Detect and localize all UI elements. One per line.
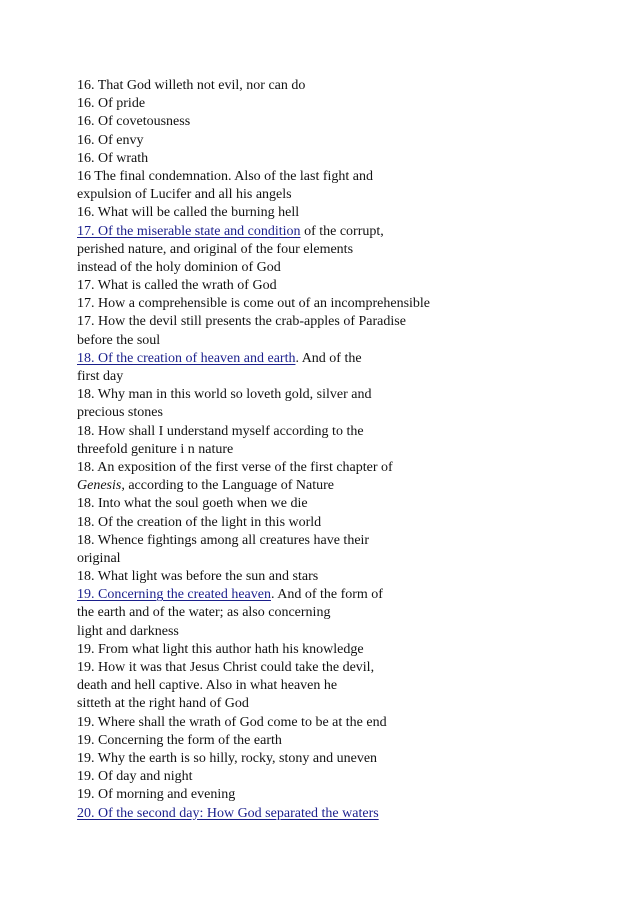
toc-page xyxy=(77,77,617,823)
toc-line: 18. An exposition of the first verse of the first chapter of xyxy=(77,459,393,475)
toc-line: 17. How the devil still presents the crab-apples of Paradise xyxy=(77,314,406,330)
toc-line: 18. Of the creation of heaven and earth. And of the xyxy=(77,350,362,366)
toc-line: 16. Of wrath xyxy=(77,150,149,166)
toc-line: before the soul xyxy=(77,332,161,348)
toc-line: 18. Why man in this world so loveth gold, silver and xyxy=(77,387,372,403)
toc-line: 16. Of envy xyxy=(77,132,144,148)
chapter-20-link[interactable]: 20. Of the second day: How God separated the waters xyxy=(77,805,379,821)
toc-line: light and darkness xyxy=(77,623,179,639)
toc-line: 16. What will be called the burning hell xyxy=(77,205,300,221)
toc-line xyxy=(77,805,617,823)
toc-line: 18. How shall I understand myself according to the xyxy=(77,423,364,439)
toc-line: 16 The final condemnation. Also of the last fight and xyxy=(77,168,374,184)
toc-line: 19. Of day and night xyxy=(77,769,193,785)
toc-line: death and hell captive. Also in what heaven he xyxy=(77,678,338,694)
toc-line: 18. What light was before the sun and stars xyxy=(77,569,319,585)
toc-line: Genesis, according to the Language of Nature xyxy=(77,478,334,494)
toc-line: 19. Concerning the form of the earth xyxy=(77,732,282,748)
toc-line: 17. Of the miserable state and condition of the corrupt, xyxy=(77,223,384,239)
genesis-italic: Genesis, xyxy=(77,478,125,494)
toc-line: instead of the holy dominion of God xyxy=(77,259,281,275)
chapter-17-link[interactable]: 17. Of the miserable state and condition xyxy=(77,223,301,239)
toc-line: 19. From what light this author hath his knowledge xyxy=(77,641,364,657)
toc-line: expulsion of Lucifer and all his angels xyxy=(77,187,292,203)
toc-line: 19. Where shall the wrath of God come to be at the end xyxy=(77,714,387,730)
toc-line: 16. Of pride xyxy=(77,96,146,112)
toc-line: 19. How it was that Jesus Christ could take the devil, xyxy=(77,660,375,675)
toc-line: 19. Of morning and evening xyxy=(77,787,236,803)
chapter-18-link[interactable]: 18. Of the creation of heaven and earth xyxy=(77,350,296,366)
toc-line: the earth and of the water; as also concerning xyxy=(77,605,331,621)
toc-line: 19. Why the earth is so hilly, rocky, stony and uneven xyxy=(77,750,378,766)
toc-line: original xyxy=(77,550,121,566)
toc-line: 16. Of covetousness xyxy=(77,114,191,130)
toc-line: precious stones xyxy=(77,405,163,421)
toc-line: first day xyxy=(77,369,124,384)
toc-line: 18. Into what the soul goeth when we die xyxy=(77,496,308,512)
toc-line: 18. Of the creation of the light in this world xyxy=(77,514,322,530)
toc-line: sitteth at the right hand of God xyxy=(77,696,249,712)
toc-line: 16. That God willeth not evil, nor can do xyxy=(77,78,306,93)
toc-line: threefold geniture i n nature xyxy=(77,441,234,457)
toc-line: 17. What is called the wrath of God xyxy=(77,278,277,294)
toc-line: 19. Concerning the created heaven. And of the form of xyxy=(77,587,383,603)
toc-line: 18. Whence fightings among all creatures have their xyxy=(77,532,370,548)
toc-line: 17. How a comprehensible is come out of an incomprehensible xyxy=(77,296,431,312)
toc-line: perished nature, and original of the four elements xyxy=(77,241,354,257)
chapter-19-link[interactable]: 19. Concerning the created heaven xyxy=(77,587,271,603)
